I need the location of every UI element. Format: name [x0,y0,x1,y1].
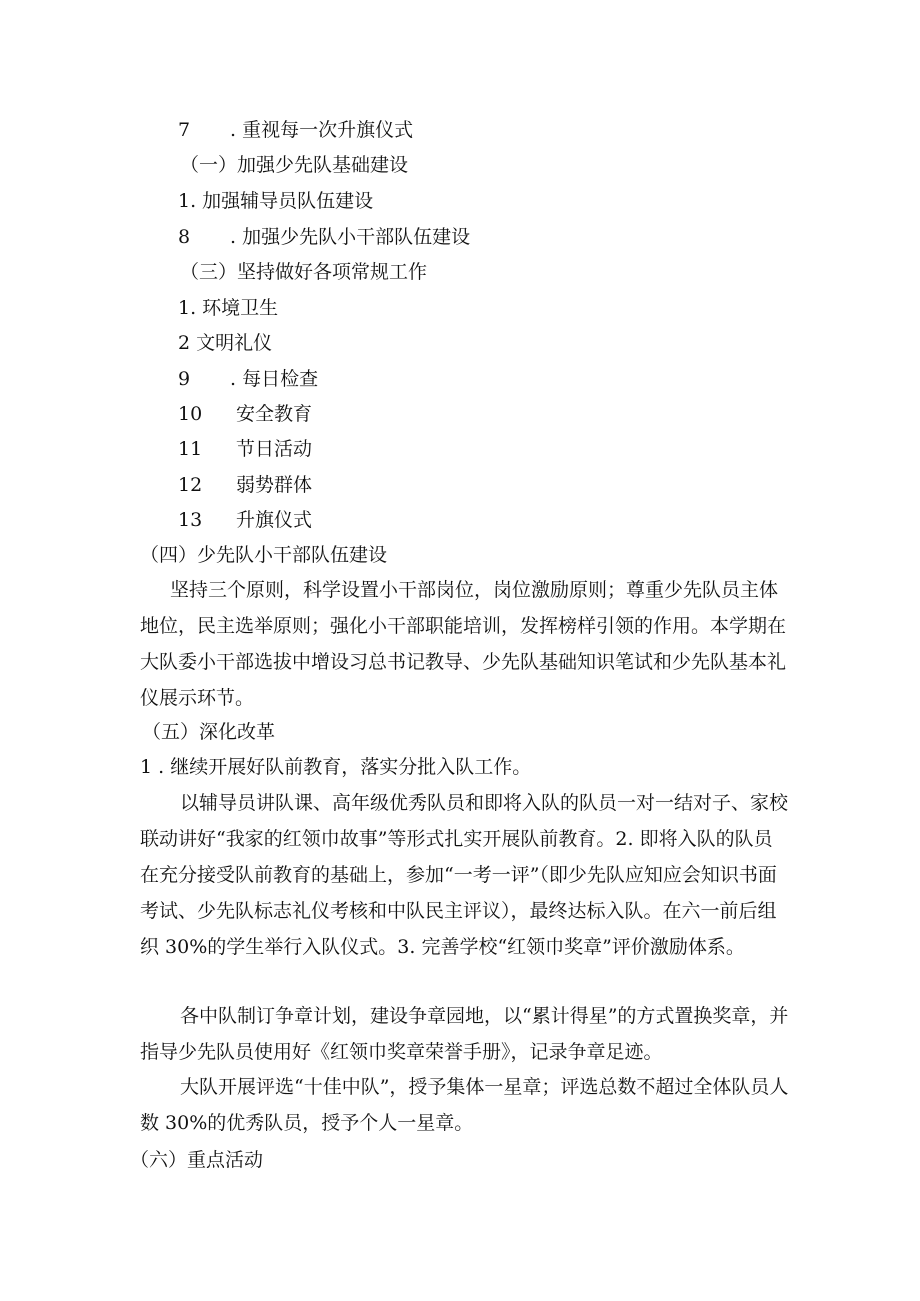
list-item: 9 . 每日检查 [178,368,319,390]
list-item: 13 升旗仪式 [178,509,313,531]
section5-paragraph-2: 各中队制订争章计划，建设争章园地，以“累计得星”的方式置换奖章，并指导少先队员使用好《红领巾奖章荣誉手册》，记录争章足迹。 [140,1005,789,1063]
section5-paragraph-1: 以辅导员讲队课、高年级优秀队员和即将入队的队员一对一结对子、家校联动讲好“我家的红领巾故事”等形式扎实开展队前教育。2. 即将入队的队员在充分接受队前教育的基础上，参加“一考一评”（即少先队应知应会知识书面考试、少先队标志礼仪考核和中队民主评议），最终达标入队。在六一前后组织 30%的学生举行入队仪式。3. 完善学校“红领巾奖章”评价激励体系。 [140,792,789,958]
section-heading-4: （四）少先队小干部队伍建设 [140,544,388,566]
section4-paragraph: 坚持三个原则，科学设置小干部岗位，岗位激励原则；尊重少先队员主体地位，民主选举原则；强化小干部职能培训，发挥榜样引领的作用。本学期在大队委小干部选拔中增设习总书记教导、少先队基础知识笔试和少先队基本礼仪展示环节。 [140,579,787,709]
section5-item-1: 1 . 继续开展好队前教育，落实分批入队工作。 [140,756,532,778]
section-heading-6: （六）重点活动 [130,1149,264,1171]
list-item: 12 弱势群体 [178,474,313,496]
list-item: 8 . 加强少先队小干部队伍建设 [178,226,471,248]
section-heading-1: （一）加强少先队基础建设 [180,154,409,176]
list-item: 7 . 重视每一次升旗仪式 [178,119,414,141]
section-heading-3: （三）坚持做好各项常规工作 [180,261,428,283]
list-item: 11 节日活动 [178,438,313,460]
list-item: 2 文明礼仪 [178,332,273,354]
list-item: 10 安全教育 [178,403,313,425]
list-item: 1. 加强辅导员队伍建设 [178,190,374,212]
section-heading-5: （五）深化改革 [142,721,276,743]
list-item: 1. 环境卫生 [178,297,279,319]
section5-paragraph-3: 大队开展评选“十佳中队”，授予集体一星章；评选总数不超过全体队员人数 30%的优秀队员，授予个人一星章。 [140,1076,789,1134]
